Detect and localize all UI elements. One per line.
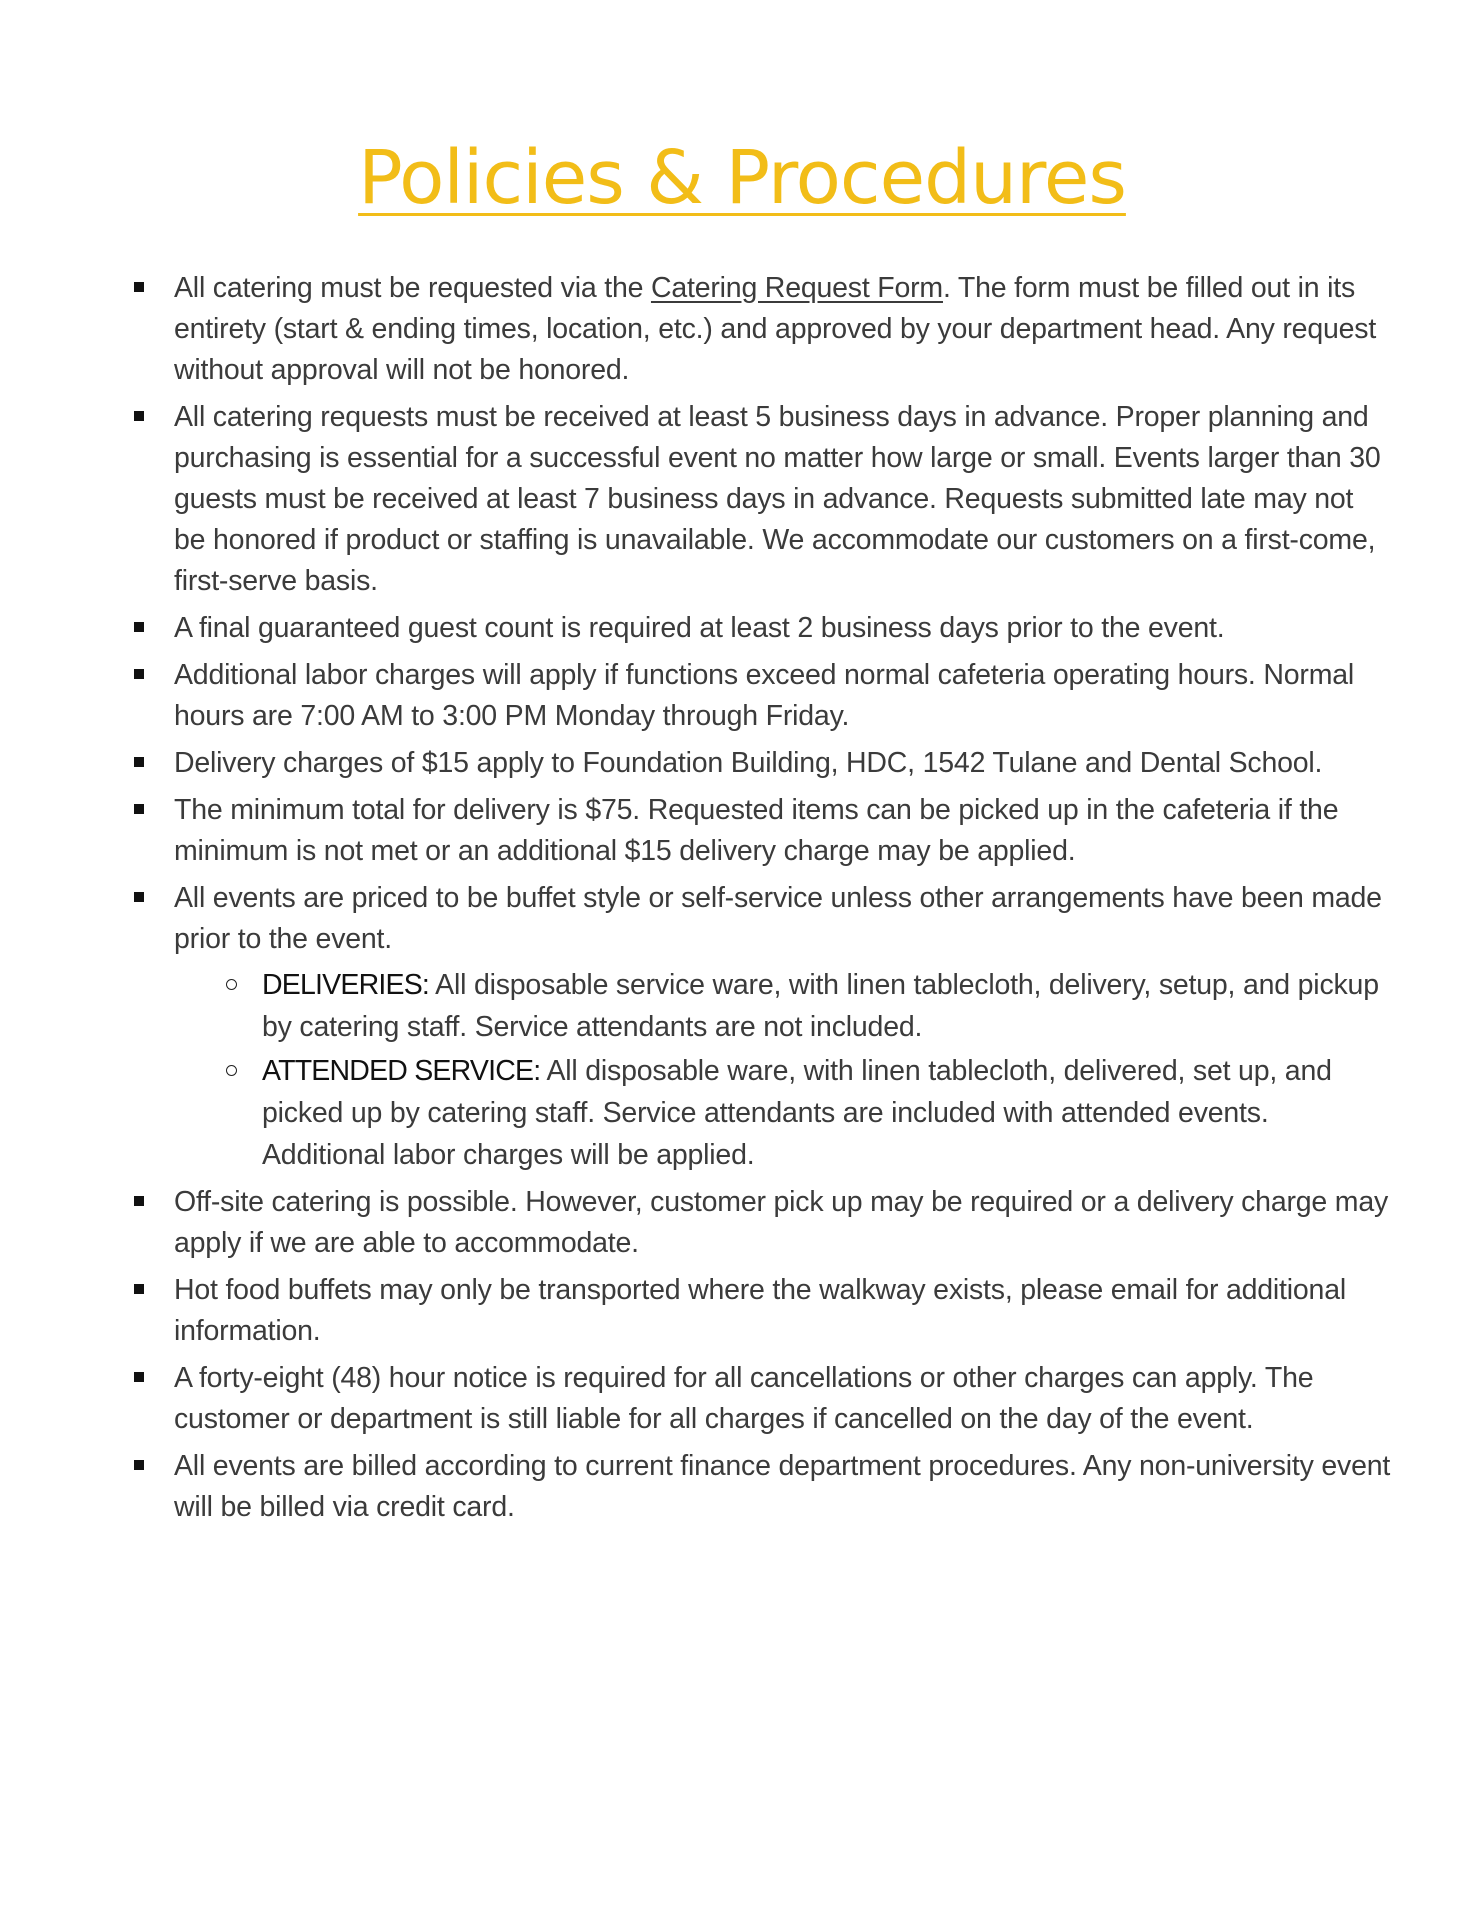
square-bullet-icon — [134, 757, 144, 767]
catering-request-form-link[interactable]: Catering Request Form — [650, 272, 943, 304]
policy-list — [132, 268, 1392, 1534]
square-bullet-icon — [134, 1460, 144, 1470]
page-title-text: Policies & Procedures — [358, 135, 1126, 221]
policy-text: Delivery charges of $15 apply to Foundation Building, HDC, 1542 Tulane and Dental School. — [174, 747, 1323, 779]
policy-text: Off-site catering is possible. However, customer pick up may be required or a delivery charge may apply if we are able to accommodate. — [174, 1186, 1389, 1259]
policy-text: The minimum total for delivery is $75. Requested items can be picked up in the cafeteria if the minimum is not met or an additional $15 delivery charge may be applied. — [174, 794, 1339, 867]
policy-item-buffet-style — [132, 878, 1392, 1176]
square-bullet-icon — [134, 282, 144, 292]
service-type-attended — [174, 1050, 1392, 1176]
policy-item-labor-charges — [132, 655, 1392, 737]
policy-text: All events are priced to be buffet style or self-service unless other arrangements have been made prior to the event. — [174, 882, 1382, 955]
policy-item-guest-count — [132, 608, 1392, 649]
square-bullet-icon — [134, 1372, 144, 1382]
service-type-text: All disposable service ware, with linen tablecloth, delivery, setup, and pickup by catering staff. Service attendants are not included. — [262, 969, 1379, 1043]
policy-text: All events are billed according to current finance department procedures. Any non-university event will be billed via credit card. — [174, 1450, 1391, 1523]
square-bullet-icon — [134, 892, 144, 902]
policy-item-delivery-charges — [132, 743, 1392, 784]
service-type-label: ATTENDED SERVICE: — [262, 1055, 541, 1087]
square-bullet-icon — [134, 1284, 144, 1294]
policy-item-billing — [132, 1446, 1392, 1528]
policy-text: A final guaranteed guest count is required at least 2 business days prior to the event. — [174, 612, 1225, 644]
policy-item-request-form — [132, 268, 1392, 391]
square-bullet-icon — [134, 622, 144, 632]
policy-text: All catering must be requested via the — [174, 272, 651, 304]
policy-item-cancellations — [132, 1358, 1392, 1440]
policy-text: . The form must be filled out in its entirety (start & ending times, location, etc.) and approved by your department head. Any request without approval will not be honored. — [174, 272, 1377, 386]
policy-item-off-site — [132, 1182, 1392, 1264]
circle-bullet-icon — [226, 1065, 237, 1076]
service-type-deliveries — [174, 964, 1392, 1048]
square-bullet-icon — [134, 411, 144, 421]
policy-item-advance-notice — [132, 397, 1392, 602]
service-type-text: All disposable ware, with linen tablecloth, delivered, set up, and picked up by catering staff. Service attendants are included with attended events. Additional labor charges will be applied. — [262, 1055, 1332, 1171]
square-bullet-icon — [134, 1196, 144, 1206]
policy-text: A forty-eight (48) hour notice is required for all cancellations or other charges can apply. The customer or department is still liable for all charges if cancelled on the day of the event. — [174, 1362, 1314, 1435]
page-title — [0, 128, 1484, 228]
service-type-label: DELIVERIES: — [262, 969, 430, 1001]
policy-text: Additional labor charges will apply if functions exceed normal cafeteria operating hours. Normal hours are 7:00 AM to 3:00 PM Monday through Friday. — [174, 659, 1355, 732]
policy-item-hot-food — [132, 1270, 1392, 1352]
square-bullet-icon — [134, 669, 144, 679]
service-type-list — [174, 964, 1392, 1176]
policy-text: All catering requests must be received at least 5 business days in advance. Proper planning and purchasing is essential for a successful event no matter how large or small. Events larger than 30 guests must be received at least 7 business days in advance. Requests submitted late may not be honored if product or staffing is unavailable. We accommodate our customers on a first-come, first-serve basis. — [174, 401, 1381, 597]
policy-item-delivery-minimum — [132, 790, 1392, 872]
square-bullet-icon — [134, 804, 144, 814]
policy-text: Hot food buffets may only be transported where the walkway exists, please email for additional information. — [174, 1274, 1346, 1347]
circle-bullet-icon — [226, 979, 237, 990]
